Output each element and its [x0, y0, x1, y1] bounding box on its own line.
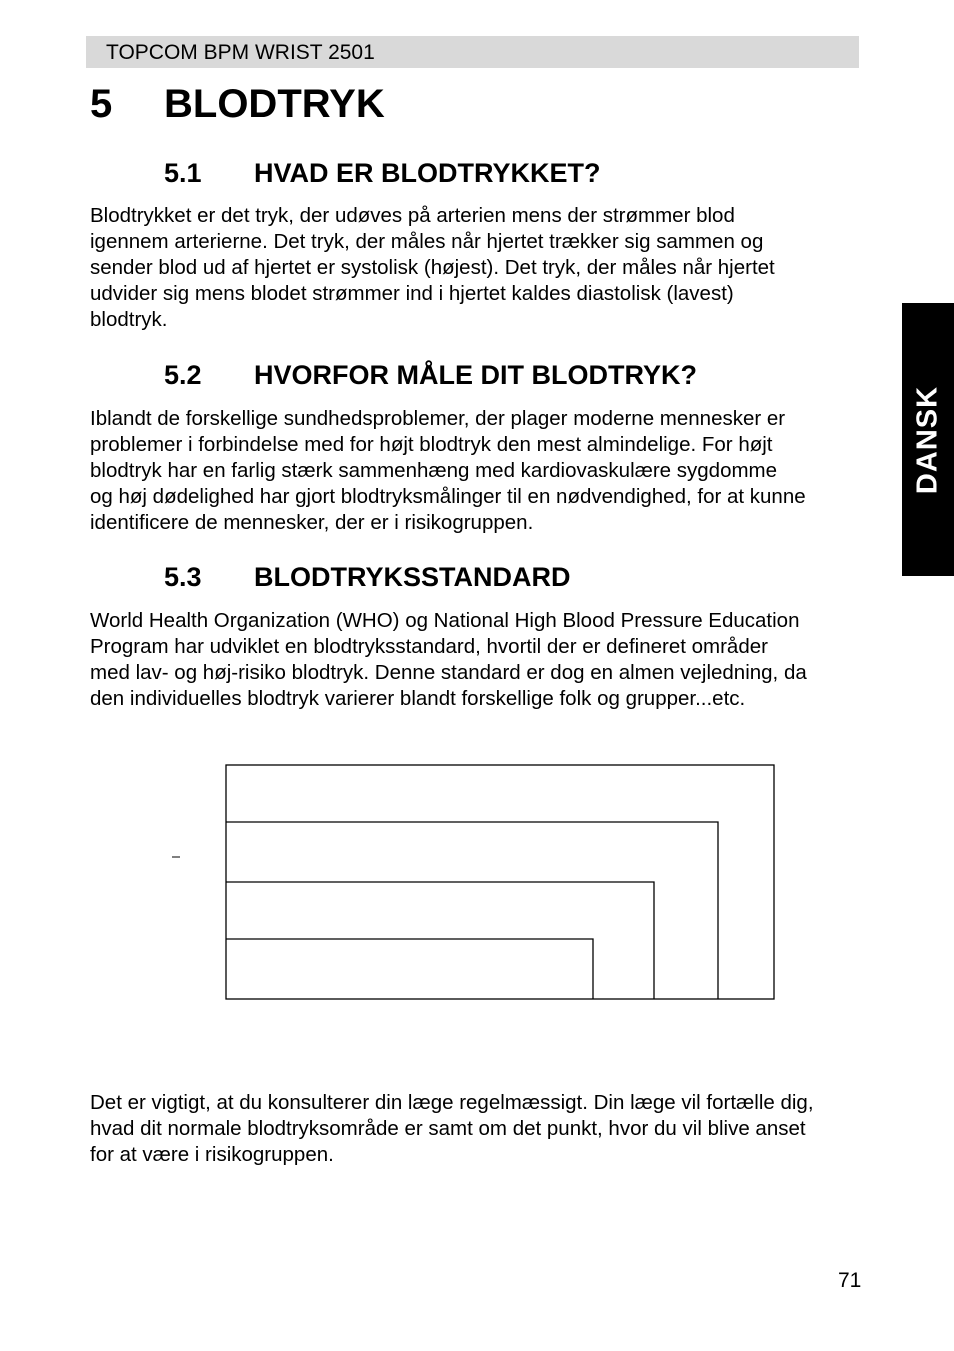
- section-number: 5.2: [164, 360, 202, 390]
- text-line: sender blod ud af hjertet er systolisk (højest). Det tryk, der måles når hjertet: [90, 256, 775, 279]
- diagram-zone-3: [226, 882, 654, 999]
- text-line: hvad dit normale blodtryksområde er samt om det punkt, hvor du vil blive anset: [90, 1117, 806, 1140]
- text-line: Iblandt de forskellige sundhedsproblemer, der plager moderne mennesker er: [90, 407, 786, 430]
- text-line: for at være i risikogruppen.: [90, 1143, 334, 1166]
- header-title: TOPCOM BPM WRIST 2501: [106, 41, 375, 64]
- text-line: World Health Organization (WHO) og National High Blood Pressure Education: [90, 609, 800, 632]
- text-line: identificere de mennesker, der er i risikogruppen.: [90, 511, 534, 534]
- section-title: HVAD ER BLODTRYKKET?: [254, 158, 601, 188]
- page-number: 71: [838, 1269, 862, 1292]
- text-line: blodtryk.: [90, 308, 168, 331]
- language-tab-label: DANSK: [911, 385, 944, 494]
- diagram-zone-2: [226, 822, 718, 999]
- chapter-title: BLODTRYK: [164, 82, 385, 126]
- section-number: 5.3: [164, 562, 202, 592]
- section-title: BLODTRYKSSTANDARD: [254, 562, 571, 592]
- diagram-zone-inner: [226, 939, 593, 999]
- text-line: og høj dødelighed har gjort blodtryksmålinger til en nødvendighed, for at kunne: [90, 485, 806, 508]
- text-line: udvider sig mens blodet strømmer ind i hjertet kaldes diastolisk (lavest): [90, 282, 734, 305]
- text-line: den individuelles blodtryk varierer blandt forskellige folk og grupper...etc.: [90, 687, 746, 710]
- text-line: Det er vigtigt, at du konsulterer din læge regelmæssigt. Din læge vil fortælle dig,: [90, 1091, 814, 1114]
- closing-text: [90, 1090, 880, 1168]
- section-title: HVORFOR MÅLE DIT BLODTRYK?: [254, 360, 697, 390]
- text-line: blodtryk har en farlig stærk sammenhæng med kardiovaskulære sygdomme: [90, 459, 778, 482]
- text-line: Blodtrykket er det tryk, der udøves på arterien mens der strømmer blod: [90, 204, 735, 227]
- section-number: 5.1: [164, 158, 202, 188]
- text-line: Program har udviklet en blodtryksstandard, hvortil der er defineret områder: [90, 635, 768, 658]
- chapter-number: 5: [90, 82, 113, 126]
- text-line: igennem arterierne. Det tryk, der måles når hjertet trækker sig sammen og: [90, 230, 764, 253]
- text-line: problemer i forbindelse med for højt blodtryk den mest almindelige. For højt: [90, 433, 773, 456]
- text-line: med lav- og høj-risiko blodtryk. Denne standard er dog en almen vejledning, da: [90, 661, 807, 684]
